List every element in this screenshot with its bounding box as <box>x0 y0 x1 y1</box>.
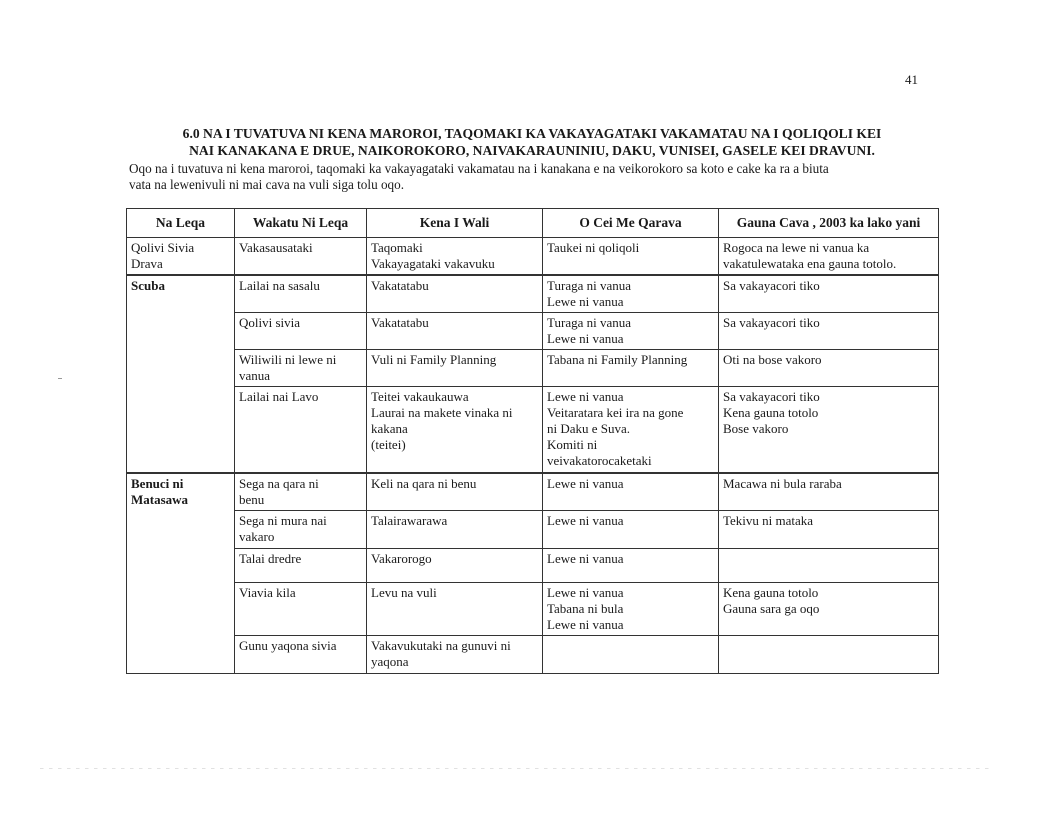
cell-responsible <box>543 275 719 313</box>
cell-timeframe <box>719 548 939 582</box>
table-row <box>127 582 939 635</box>
cell-text-line: veivakatorocaketaki <box>547 453 652 468</box>
cell-timeframe <box>719 635 939 673</box>
table-row <box>127 548 939 582</box>
cell-text-line: Wiliwili ni lewe ni <box>239 352 337 367</box>
cell-text-line: Lewe ni vanua <box>547 294 624 309</box>
cell-text-line: Sa vakayacori tiko <box>723 315 820 330</box>
table-row <box>127 275 939 313</box>
cell-responsible <box>543 387 719 473</box>
cell-text-line: Levu na vuli <box>371 584 437 600</box>
table-header-row <box>127 209 939 238</box>
cell-text-line: Bose vakoro <box>723 421 789 436</box>
cell-timeframe <box>719 313 939 350</box>
column-header: Kena I Wali <box>367 209 543 238</box>
cell-text-line: Oti na bose vakoro <box>723 352 822 367</box>
cell-cause <box>235 473 367 511</box>
cell-text-line: Sa vakayacori tiko <box>723 389 820 404</box>
cell-text-line: Vakasausataki <box>239 240 313 255</box>
cell-cause <box>235 238 367 276</box>
cell-responsible <box>543 510 719 548</box>
cell-text-line: Lewe ni vanua <box>547 512 624 528</box>
cell-cause <box>235 635 367 673</box>
cell-solution <box>367 510 543 548</box>
table-body <box>127 238 939 674</box>
cell-text-line: Vuli ni Family Planning <box>371 352 497 367</box>
scan-artifact-line <box>40 768 990 772</box>
heading-line-1: 6.0 NA I TUVATUVA NI KENA MAROROI, TAQOMAKI KA VAKAYAGATAKI VAKAMATAU NA I QOLIQOLI KEI <box>182 126 882 141</box>
cell-text-line: benu <box>239 491 265 507</box>
cell-text-line: Vakatatabu <box>371 315 429 330</box>
cell-timeframe <box>719 510 939 548</box>
cell-text-line: Sega na qara ni <box>239 475 319 491</box>
column-header: Na Leqa <box>127 209 235 238</box>
cell-cause <box>235 548 367 582</box>
cell-text-line: Vakavukutaki na gunuvi ni <box>371 637 511 653</box>
cell-text-line: Lewe ni vanua <box>547 331 624 346</box>
cell-text-line: Sa vakayacori tiko <box>723 278 820 293</box>
cell-text-line: Tabana ni Family Planning <box>547 352 688 367</box>
cell-text-line: Veitaratara kei ira na gone <box>547 405 684 420</box>
intro-line-2: vata na lewenivuli ni mai cava na vuli siga tolu oqo. <box>129 177 405 192</box>
cell-text-line: Sega ni mura nai <box>239 512 327 528</box>
table-row <box>127 238 939 276</box>
cell-text-line: Laurai na makete vinaka ni <box>371 405 513 420</box>
cell-text-line: Qolivi sivia <box>239 315 301 330</box>
table-row <box>127 350 939 387</box>
cell-text-line: Tabana ni bula <box>547 600 624 616</box>
cell-text-line: Lailai na sasalu <box>239 278 320 293</box>
cell-responsible <box>543 313 719 350</box>
cell-responsible <box>543 582 719 635</box>
cell-text-line: Turaga ni vanua <box>547 315 632 330</box>
cell-cause <box>235 510 367 548</box>
cell-solution <box>367 473 543 511</box>
cell-timeframe <box>719 387 939 473</box>
cell-text-line: Lewe ni vanua <box>547 389 624 404</box>
cell-text-line: Lailai nai Lavo <box>239 389 319 404</box>
cell-text-line: Lewe ni vanua <box>547 616 624 632</box>
cell-text-line: Taqomaki <box>371 240 423 255</box>
cell-text-line: Taukei ni qoliqoli <box>547 240 640 255</box>
intro-paragraph <box>129 161 939 193</box>
heading-line-2: NAI KANAKANA E DRUE, NAIKOROKORO, NAIVAKARAUNINIU, DAKU, VUNISEI, GASELE KEI DRAVUNI. <box>189 143 875 158</box>
table-row <box>127 635 939 673</box>
table-row <box>127 313 939 350</box>
scan-speck <box>58 378 62 379</box>
cell-responsible <box>543 635 719 673</box>
cell-text-line: Vakarorogo <box>371 550 432 566</box>
table-row <box>127 387 939 473</box>
cell-text-line: kakana <box>371 421 408 436</box>
cell-responsible <box>543 548 719 582</box>
cell-text-line: Vakatatabu <box>371 278 429 293</box>
cell-text-line: Matasawa <box>131 491 189 507</box>
cell-cause <box>235 275 367 313</box>
cell-text-line: Drava <box>131 256 163 271</box>
table-row <box>127 473 939 511</box>
table-row <box>127 510 939 548</box>
cell-problem <box>127 238 235 276</box>
action-plan-table <box>126 208 939 674</box>
cell-solution <box>367 275 543 313</box>
cell-text-line: vakatulewataka ena gauna totolo. <box>723 256 897 271</box>
cell-text-line: vakaro <box>239 528 275 544</box>
cell-text-line: Kena gauna totolo <box>723 584 819 600</box>
cell-text-line: vanua <box>239 368 271 383</box>
cell-solution <box>367 548 543 582</box>
cell-cause <box>235 582 367 635</box>
cell-cause <box>235 313 367 350</box>
cell-problem <box>127 275 235 473</box>
column-header: O Cei Me Qarava <box>543 209 719 238</box>
cell-timeframe <box>719 238 939 276</box>
cell-text-line: Talairawarawa <box>371 512 448 528</box>
cell-text-line: Benuci ni <box>131 475 184 491</box>
cell-solution <box>367 635 543 673</box>
cell-responsible <box>543 238 719 276</box>
cell-solution <box>367 313 543 350</box>
cell-cause <box>235 350 367 387</box>
cell-timeframe <box>719 350 939 387</box>
cell-text-line: Talai dredre <box>239 550 302 566</box>
cell-text-line: yaqona <box>371 653 409 669</box>
cell-text-line: Teitei vakaukauwa <box>371 389 469 404</box>
cell-responsible <box>543 350 719 387</box>
cell-solution <box>367 350 543 387</box>
page-number: 41 <box>905 72 918 87</box>
cell-solution <box>367 582 543 635</box>
cell-text-line: Qolivi Sivia <box>131 240 195 255</box>
cell-timeframe <box>719 582 939 635</box>
cell-timeframe <box>719 275 939 313</box>
cell-text-line: Gunu yaqona sivia <box>239 637 337 653</box>
cell-text-line: Lewe ni vanua <box>547 475 624 491</box>
cell-text-line: Tekivu ni mataka <box>723 512 814 528</box>
column-header: Gauna Cava , 2003 ka lako yani <box>719 209 939 238</box>
cell-text-line: Viavia kila <box>239 584 296 600</box>
cell-responsible <box>543 473 719 511</box>
cell-text-line: Kena gauna totolo <box>723 405 819 420</box>
cell-text-line: Gauna sara ga oqo <box>723 600 820 616</box>
cell-text-line: Keli na qara ni benu <box>371 475 477 491</box>
cell-cause <box>235 387 367 473</box>
cell-text-line: Scuba <box>131 278 165 293</box>
cell-solution <box>367 238 543 276</box>
cell-text-line: Rogoca na lewe ni vanua ka <box>723 240 870 255</box>
cell-text-line: ni Daku e Suva. <box>547 421 631 436</box>
cell-text-line: Lewe ni vanua <box>547 550 624 566</box>
cell-timeframe <box>719 473 939 511</box>
cell-text-line: Lewe ni vanua <box>547 584 624 600</box>
section-heading <box>126 125 938 159</box>
column-header: Wakatu Ni Leqa <box>235 209 367 238</box>
cell-text-line: Turaga ni vanua <box>547 278 632 293</box>
cell-text-line: Macawa ni bula raraba <box>723 475 842 491</box>
intro-line-1: Oqo na i tuvatuva ni kena maroroi, taqomaki ka vakayagataki vakamatau na i kanakana e na veikorokoro sa koto e cake ka ra a biuta <box>129 161 829 176</box>
cell-solution <box>367 387 543 473</box>
cell-text-line: (teitei) <box>371 437 406 452</box>
cell-text-line: Vakayagataki vakavuku <box>371 256 495 271</box>
cell-text-line: Komiti ni <box>547 437 598 452</box>
cell-problem <box>127 473 235 674</box>
